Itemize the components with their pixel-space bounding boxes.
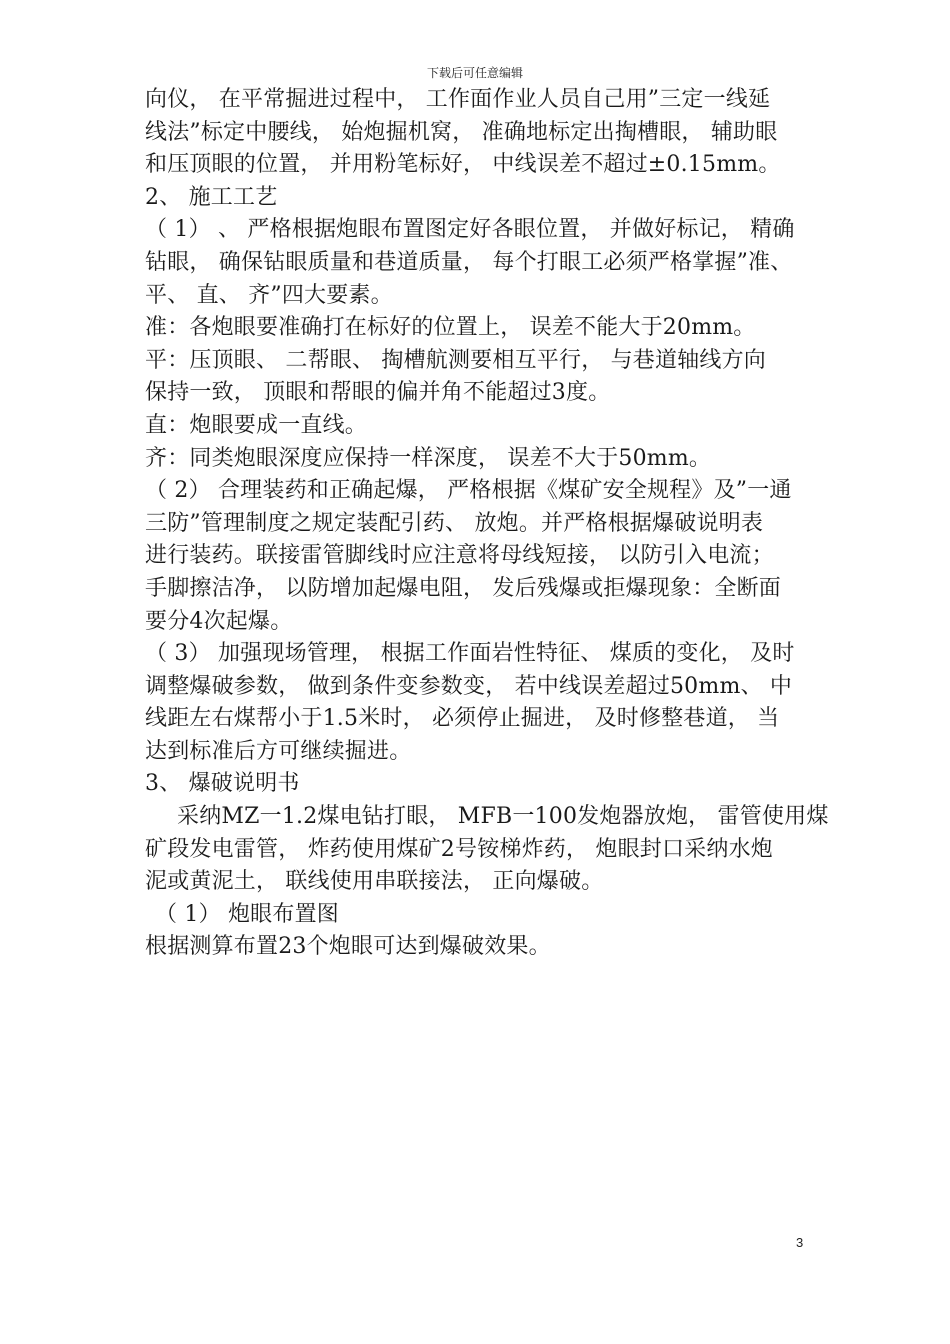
body-line: （ 2） 合理装药和正确起爆， 严格根据《煤矿安全规程》及”一通 — [145, 478, 792, 504]
body-line: 齐：同类炮眼深度应保持一样深度， 误差不大于50mm。 — [145, 445, 712, 471]
body-line: 钻眼， 确保钻眼质量和巷道质量， 每个打眼工必须严格掌握”准、 — [145, 249, 793, 275]
body-line: 向仪， 在平常掘进过程中， 工作面作业人员自己用”三定一线延 — [145, 87, 771, 112]
body-line: 手脚擦洁净， 以防增加起爆电阻， 发后残爆或拒爆现象：全断面 — [145, 575, 781, 601]
body-line: 线法”标定中腰线， 始炮掘机窝， 准确地标定出掏槽眼， 辅助眼 — [145, 119, 778, 145]
body-line: 根据测算布置23个炮眼可达到爆破效果。 — [145, 934, 551, 960]
body-line: 泥或黄泥土， 联线使用串联接法， 正向爆破。 — [145, 869, 604, 895]
body-line: 采纳MZ一1.2煤电钻打眼， MFB一100发炮器放炮， 雷管使用煤 — [177, 804, 829, 830]
body-line: 要分4次起爆。 — [145, 608, 293, 634]
body-line: 和压顶眼的位置， 并用粉笔标好， 中线误差不超过±0.15mm。 — [145, 152, 781, 178]
body-line: （ 3） 加强现场管理， 根据工作面岩性特征、 煤质的变化， 及时 — [145, 641, 795, 667]
document-body — [145, 84, 845, 964]
section-heading: 2、 施工工艺 — [145, 184, 278, 210]
subsection-heading: （ 1） 炮眼布置图 — [155, 901, 339, 927]
body-line: （ 1） 、 严格根据炮眼布置图定好各眼位置， 并做好标记， 精确 — [145, 217, 795, 243]
page-number: 3 — [796, 1235, 804, 1250]
body-line: 平、 直、 齐”四大要素。 — [145, 282, 393, 308]
body-line: 达到标准后方可继续掘进。 — [145, 738, 412, 764]
body-line: 矿段发电雷管， 炸药使用煤矿2号铵梯炸药， 炮眼封口采纳水炮 — [145, 836, 773, 862]
body-line: 线距左右煤帮小于1.5米时， 必须停止掘进， 及时修整巷道， 当 — [145, 706, 780, 732]
body-line: 保持一致， 顶眼和帮眼的偏并角不能超过3度。 — [145, 380, 611, 406]
body-line: 调整爆破参数， 做到条件变参数变， 若中线误差超过50mm、 中 — [145, 673, 793, 699]
body-line: 平：压顶眼、 二帮眼、 掏槽航测要相互平行， 与巷道轴线方向 — [145, 347, 766, 373]
page-header: 下载后可任意编辑 — [426, 66, 523, 80]
body-line: 三防”管理制度之规定装配引药、 放炮。并严格根据爆破说明表 — [145, 510, 764, 536]
body-line: 直：炮眼要成一直线。 — [145, 412, 368, 438]
body-line: 准：各炮眼要准确打在标好的位置上， 误差不能大于20mm。 — [145, 315, 756, 341]
body-line: 进行装药。联接雷管脚线时应注意将母线短接， 以防引入电流； — [145, 543, 774, 569]
section-heading: 3、 爆破说明书 — [145, 771, 300, 797]
